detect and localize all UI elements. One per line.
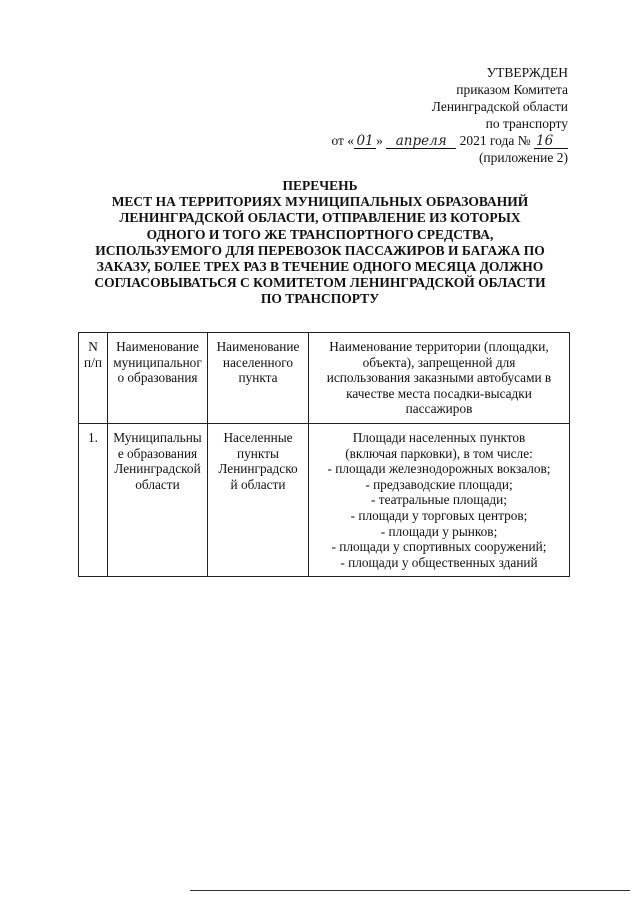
cell-text: е образования <box>117 445 198 461</box>
header-number <box>79 333 108 424</box>
header-territory <box>309 333 570 424</box>
header-text: пункта <box>238 370 278 386</box>
header-text: объекта), запрещенной для <box>362 354 516 370</box>
cell-text: Населенные <box>223 429 293 445</box>
region-line: Ленинградской области <box>431 99 568 114</box>
document-title <box>70 178 570 308</box>
date-day: 01 <box>354 134 376 149</box>
order-date-line <box>238 132 568 149</box>
appendix-label: (приложение 2) <box>478 150 568 165</box>
title-line: ОДНОГО И ТОГО ЖЕ ТРАНСПОРТНОГО СРЕДСТВА, <box>146 226 494 242</box>
order-number: 16 <box>534 134 568 149</box>
table-row <box>79 423 570 576</box>
places-table <box>78 332 570 577</box>
header-text: муниципальног <box>113 354 202 370</box>
header-text: п/п <box>84 354 102 370</box>
date-prefix: от « <box>331 133 355 148</box>
cell-text: области <box>135 476 180 492</box>
title-line: СОГЛАСОВЫВАТЬСЯ С КОМИТЕТОМ ЛЕНИНГРАДСКОЙ ОБЛАСТИ <box>94 275 546 291</box>
cell-text: - площади железнодорожных вокзалов; <box>327 461 551 477</box>
order-line: приказом Комитета <box>456 82 568 97</box>
cell-text: й области <box>230 476 286 492</box>
cell-text: Ленинградско <box>218 461 298 477</box>
header-text: населенного <box>222 354 294 370</box>
footer-divider <box>190 890 630 891</box>
title-line: ЛЕНИНГРАДСКОЙ ОБЛАСТИ, ОТПРАВЛЕНИЕ ИЗ КОТОРЫХ <box>119 210 521 226</box>
dept-line: по транспорту <box>485 116 568 131</box>
header-text: Наименование <box>216 339 300 354</box>
date-month: апреля <box>386 134 456 149</box>
cell-text: - предзаводские площади; <box>365 476 513 492</box>
approved-label: УТВЕРЖДЕН <box>486 65 568 80</box>
row-number <box>79 423 108 576</box>
row-settlement <box>208 423 309 576</box>
cell-text: Ленинградской <box>114 461 201 477</box>
title-line: ИСПОЛЬЗУЕМОГО ДЛЯ ПЕРЕВОЗОК ПАССАЖИРОВ И БАГАЖА ПО <box>95 242 545 258</box>
header-text: о образования <box>117 370 198 386</box>
cell-text: - площади у общественных зданий <box>340 554 538 570</box>
header-text: Наименование территории (площадки, <box>329 339 549 354</box>
title-line: МЕСТ НА ТЕРРИТОРИЯХ МУНИЦИПАЛЬНЫХ ОБРАЗОВАНИЙ <box>111 194 529 210</box>
cell-text: - площади у рынков; <box>380 523 498 539</box>
date-mid: » <box>376 133 383 148</box>
approval-block <box>238 64 568 166</box>
cell-text: 1. <box>88 429 98 445</box>
header-settlement <box>208 333 309 424</box>
header-text: качестве места посадки-высадки <box>346 385 532 401</box>
header-municipality <box>108 333 208 424</box>
header-text: N <box>88 339 98 354</box>
table-header-row <box>79 333 570 424</box>
header-text: использования заказными автобусами в <box>326 370 552 386</box>
cell-text: Площади населенных пунктов <box>352 429 526 445</box>
cell-text: Муниципальны <box>113 429 202 445</box>
cell-text: - площади у торговых центров; <box>350 507 528 523</box>
title-line: ПО ТРАНСПОРТУ <box>260 291 380 307</box>
header-text: пассажиров <box>405 401 473 417</box>
row-territory <box>309 423 570 576</box>
cell-text: (включая парковки), в том числе: <box>345 445 533 461</box>
date-year: 2021 года № <box>459 133 531 148</box>
cell-text: - театральные площади; <box>371 492 507 508</box>
title-heading: ПЕРЕЧЕНЬ <box>282 178 358 193</box>
cell-text: - площади у спортивных сооружений; <box>331 539 547 555</box>
cell-text: пункты <box>237 445 279 461</box>
row-municipality <box>108 423 208 576</box>
title-line: ЗАКАЗУ, БОЛЕЕ ТРЕХ РАЗ В ТЕЧЕНИЕ ОДНОГО МЕСЯЦА ДОЛЖНО <box>96 259 544 275</box>
header-text: Наименование <box>116 339 199 354</box>
